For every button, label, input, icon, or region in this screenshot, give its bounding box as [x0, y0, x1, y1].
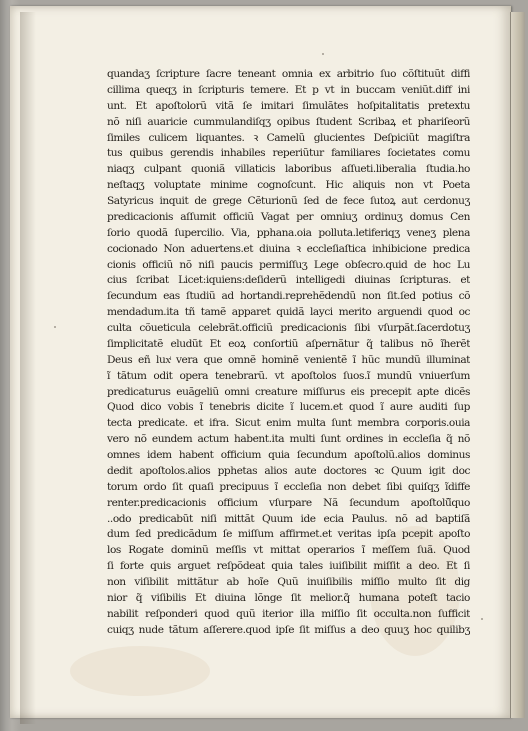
text-line: dum ſed predicãdum ſe miſſum affirmet.et veritas ipſa pcepit apoſto [107, 528, 470, 541]
text-line: niaqʒ culpant quoniã villaticis laboribus aſſueti.liberalia ſtudia.ho [107, 163, 470, 176]
text-line: cius ſcribat Licet:iquiens:deſiderũ intelligedi diuinas ſcripturas. et [107, 274, 470, 287]
text-line: dedit apoſtolos.alios pphetas alios aute doctores ꝛc Quum igit doc [107, 464, 470, 477]
text-line: renter.predicacionis officium vſurpare Nã ſecundum apoſtolũ̃quo [107, 496, 470, 509]
paper-stain [70, 646, 210, 696]
text-line: non viſibilit mittãtur ab hoĩe Quũ inuiſibilis miſſio multo ſit dig [107, 576, 470, 588]
text-line: ſimiles culicem liquantes. ꝛ Camelũ glucientes Deſpiciũt magiſtra [107, 131, 470, 144]
text-line: nior q̃ viſibilis Et diuina lõnge ſit melior.q̃ humana poteſt tacio [107, 591, 470, 604]
text-line: culta cõueticula celebrãt.officiũ predicacionis ſibi vſurpãt.ſacerdotuʒ [107, 322, 470, 334]
paper-speck [54, 326, 56, 328]
text-line: ĩ tãtum odit opera tenebrarũ. vt apoſtolos ſuos.ĩ mundũ vniuerſum [107, 369, 470, 382]
text-line: predicacionis aſſumit officiũ Vagat per omniuʒ ordinuʒ domus Cen [107, 210, 470, 223]
text-line: torum ordo ſit quaſi precipuus ĩ eccleſia non debet ſibi quiſqʒ ĩdiffe [107, 480, 470, 493]
text-line: quandaʒ ſcripture ſacre teneant omnia ex arbitrio ſuo cõſtituũt diffi [107, 68, 470, 80]
text-line: cionis officiũ nõ niſi paucis permiſſuʒ Lege obſecro.quid de hoc Lu [107, 258, 470, 271]
text-line: ſimplicitatẽ eludũt Et eoꝝ conſortiũ aſpernãtur q̃ talibus nõ ĩherẽt [107, 337, 470, 350]
paper-speck [481, 618, 483, 620]
text-line: ſorio quodã ſupercilio. Via, pphana.oia polluta.letiferiqʒ veneʒ plena [107, 226, 470, 239]
text-line: Quod dico vobis ĩ tenebris dicite ĩ lucem.et quod ĩ aure auditi ſup [107, 401, 470, 414]
text-line: mendadum.ita tñ tamẽ apparet quidã layci merito arguendi quod oc [107, 306, 470, 319]
text-line: vero nõ eundem actum habent.ita multi ſunt ordines in eccleſia q̃ nõ [107, 433, 470, 446]
text-line: los Rogate dominũ meſſis vt mittat operarios ĩ meſſem ſuã. Quod [107, 544, 470, 557]
text-line: neſtaqʒ voluptate minime cognoſcunt. Hic aliquis non vt Poeta [107, 179, 470, 192]
text-line: omnes idem habent officium quia ſecundum apoſtolũ.alios dominus [107, 449, 470, 461]
text-line: tecta predicate. et ifra. Sicut enim multa ſunt membra corporis.ouia [107, 417, 470, 430]
text-line: ſecundum eas ſtudiũ ad hortandi.reprehẽdendũ non ſit.ſed potius cõ [107, 290, 470, 303]
text-line: nabilit reſponderi quod quũ iterior illa miſſio ſit occulta.non ſufficit [107, 607, 470, 620]
text-line: Deus eñ luxͥ vera que omnẽ hominẽ venientẽ ĩ hũc mundũ illuminat [107, 353, 470, 366]
text-line: cocionado Non aduertens.et diuina ꝛ eccleſiaſtica inhibicione predica [107, 242, 470, 255]
blackletter-text-block [107, 67, 470, 639]
page-edge [510, 12, 525, 718]
text-line: nõ niſi auaricie cummulandiſqʒ opibus ſtudent Scribaꝝ et phariſeorũ [107, 115, 470, 128]
text-line: Satyricus inquit de grege Cẽturionũ ſed de fece ſutoꝝ aut cerdonuʒ [107, 195, 470, 207]
text-line: cillima queqʒ in ſcripturis temere. Et p vt in buccam veniũt.diff ini [107, 83, 470, 96]
text-line: predicaturus euãgeliũ omni creature miſſurus eis precepit apte dicẽs [107, 385, 470, 398]
text-line: tus quibus gerendis inhabiles reperiũtur familiares ſocietates comu [107, 147, 470, 160]
text-line: ..odo predicabũt niſi mittãt Quum ide ecia Paulus. nõ ad baptiſã [107, 512, 470, 525]
text-line: cuiqʒ nude tãtum aſſerere.quod ipſe ſit miſſus a deo quuʒ hoc quilibʒ [107, 623, 470, 636]
binding-shadow [20, 12, 36, 724]
manuscript-page [10, 6, 511, 718]
text-line: unt. Et apoſtolorũ vitã ſe imitari ſimulãtes hoſpitalitatis pretextu [107, 99, 470, 112]
text-line: ſi forte quis arguet reſpõdeat quia tales iuiſibilit miſſit a deo. Et ſi [107, 560, 470, 573]
paper-speck [322, 53, 324, 55]
